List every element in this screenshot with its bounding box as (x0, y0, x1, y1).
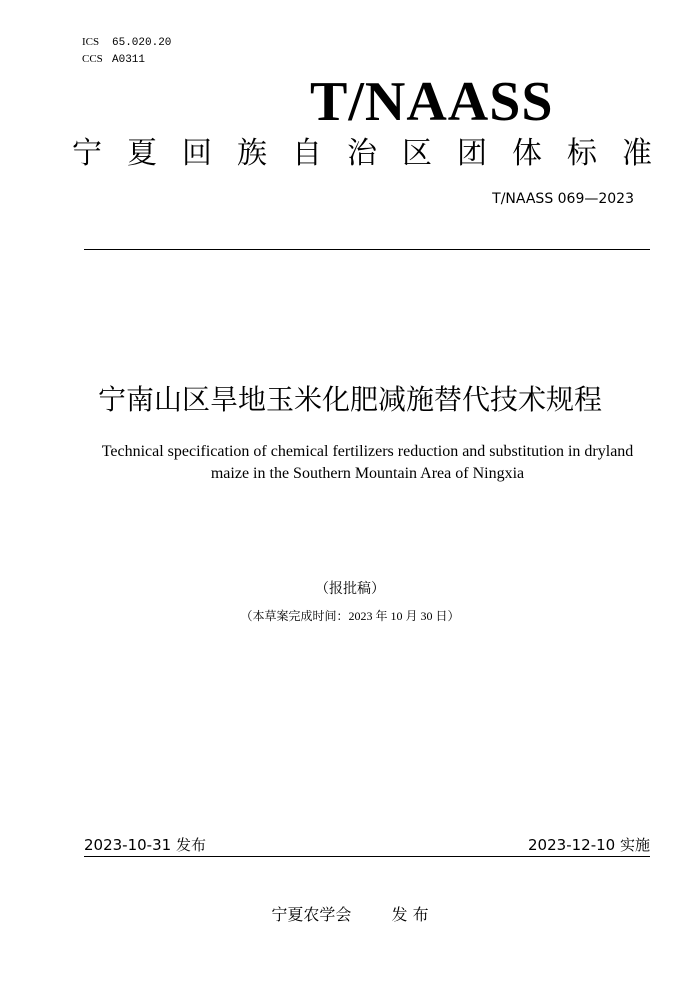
implement-date: 2023-12-10 (528, 836, 616, 854)
publisher-name: 宁夏农学会 (271, 905, 352, 924)
top-divider (84, 249, 650, 250)
draft-status: （报批稿） (315, 582, 385, 597)
brand-mark: T/NAASS (310, 71, 554, 133)
org-title-char: 回 (182, 136, 212, 171)
ics-code (82, 34, 171, 51)
release-date-line (84, 834, 206, 855)
org-title-char: 夏 (127, 136, 157, 171)
implement-label: 实施 (619, 836, 650, 854)
publisher (0, 902, 700, 925)
ics-label: ICS (82, 36, 100, 48)
implement-date-line (528, 834, 650, 855)
title-english-line-2: maize in the Southern Mountain Area of Ningxia (210, 465, 525, 482)
release-label: 发布 (175, 836, 206, 854)
ccs-value: A0311 (112, 54, 146, 66)
org-standard-title (72, 134, 652, 174)
title-english-line-1: Technical specification of chemical fertilizers reduction and substitution in dryland (101, 443, 634, 460)
bottom-divider (84, 856, 650, 857)
org-title-char: 宁 (72, 136, 102, 171)
title-english (60, 441, 675, 485)
org-title-char: 标 (567, 136, 597, 171)
org-title-char: 准 (622, 136, 652, 171)
publisher-action: 发 布 (391, 905, 429, 924)
release-date: 2023-10-31 (84, 836, 172, 854)
completion-note: （本草案完成时间：2023 年 10 月 30 日） (240, 609, 460, 623)
org-title-char: 体 (512, 136, 542, 171)
ics-value: 65.020.20 (112, 37, 172, 49)
ccs-code (82, 51, 145, 68)
ccs-label: CCS (82, 53, 103, 65)
org-title-char: 治 (347, 136, 377, 171)
standard-number: T/NAASS 069—2023 (492, 191, 634, 207)
org-title-char: 团 (457, 136, 487, 171)
title-chinese: 宁南山区旱地玉米化肥减施替代技术规程 (97, 383, 602, 416)
org-title-char: 区 (402, 136, 432, 171)
org-title-char: 自 (292, 136, 322, 171)
org-title-char: 族 (237, 136, 267, 171)
